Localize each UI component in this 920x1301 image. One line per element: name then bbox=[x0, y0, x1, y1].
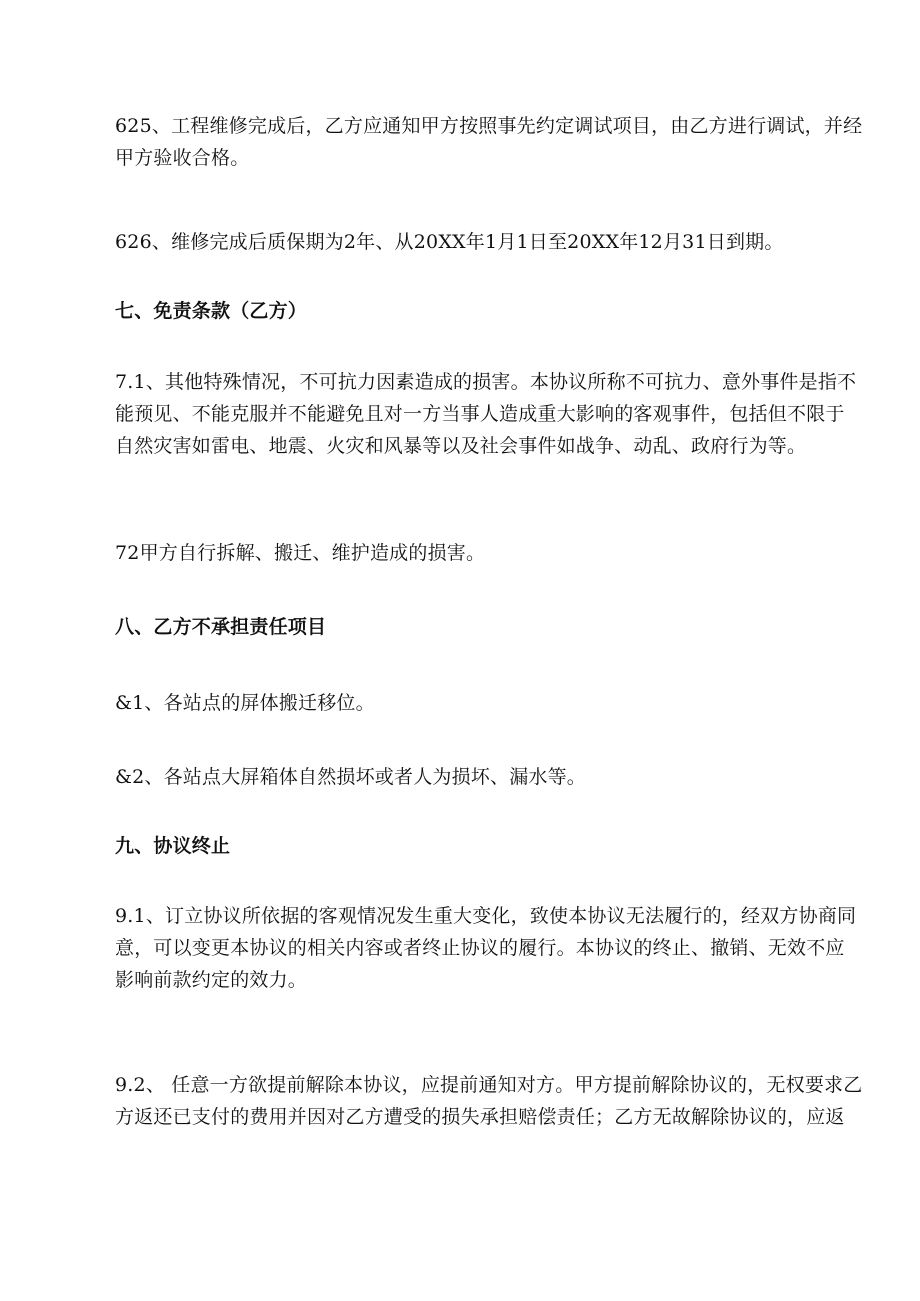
clause-7-2 bbox=[115, 537, 895, 569]
clause-8-2-line-1: &2、各站点大屏箱体自然损坏或者人为损坏、漏水等。 bbox=[115, 766, 587, 788]
clause-9-2-line-1: 9.2、 任意一方欲提前解除本协议，应提前通知对方。甲方提前解除协议的，无权要求乙 bbox=[115, 1074, 863, 1096]
section-7-heading-text: 七、免责条款（乙方） bbox=[115, 300, 308, 322]
clause-625-line-1: 625、工程维修完成后，乙方应通知甲方按照事先约定调试项目，由乙方进行调试，并经 bbox=[115, 115, 863, 137]
clause-9-1-line-1: 9.1、订立协议所依据的客观情况发生重大变化，致使本协议无法履行的，经双方协商同 bbox=[115, 905, 857, 927]
clause-625 bbox=[115, 110, 895, 174]
clause-626 bbox=[115, 226, 895, 258]
clause-8-2 bbox=[115, 761, 895, 793]
clause-7-1-line-2: 能预见、不能克服并不能避免且对一方当事人造成重大影响的客观事件，包括但不限于 bbox=[115, 403, 845, 425]
clause-9-1-line-2: 意，可以变更本协议的相关内容或者终止协议的履行。本协议的终止、撤销、无效不应 bbox=[115, 937, 845, 959]
clause-7-1-line-3: 自然灾害如雷电、地震、火灾和风暴等以及社会事件如战争、动乱、政府行为等。 bbox=[115, 435, 807, 457]
clause-7-1 bbox=[115, 366, 895, 462]
section-9-heading bbox=[115, 830, 895, 862]
clause-9-2-line-2: 方返还已支付的费用并因对乙方遭受的损失承担赔偿责任；乙方无故解除协议的，应返 bbox=[115, 1106, 845, 1128]
clause-7-2-line-1: 72甲方自行拆解、搬迁、维护造成的损害。 bbox=[115, 542, 486, 564]
section-7-heading bbox=[115, 295, 895, 327]
section-8-heading bbox=[115, 611, 895, 643]
clause-626-line-1: 626、维修完成后质保期为2年、从20XX年1月1日至20XX年12月31日到期。 bbox=[115, 231, 784, 253]
clause-625-line-2: 甲方验收合格。 bbox=[115, 147, 250, 169]
clause-9-2 bbox=[115, 1069, 895, 1133]
section-9-heading-text: 九、协议终止 bbox=[115, 835, 231, 857]
clause-9-1-line-3: 影响前款约定的效力。 bbox=[115, 969, 308, 991]
clause-8-1 bbox=[115, 687, 895, 719]
clause-7-1-line-1: 7.1、其他特殊情况，不可抗力因素造成的损害。本协议所称不可抗力、意外事件是指不 bbox=[115, 371, 857, 393]
clause-9-1 bbox=[115, 900, 895, 996]
section-8-heading-text: 八、乙方不承担责任项目 bbox=[115, 616, 327, 638]
clause-8-1-line-1: &1、各站点的屏体搬迁移位。 bbox=[115, 692, 375, 714]
